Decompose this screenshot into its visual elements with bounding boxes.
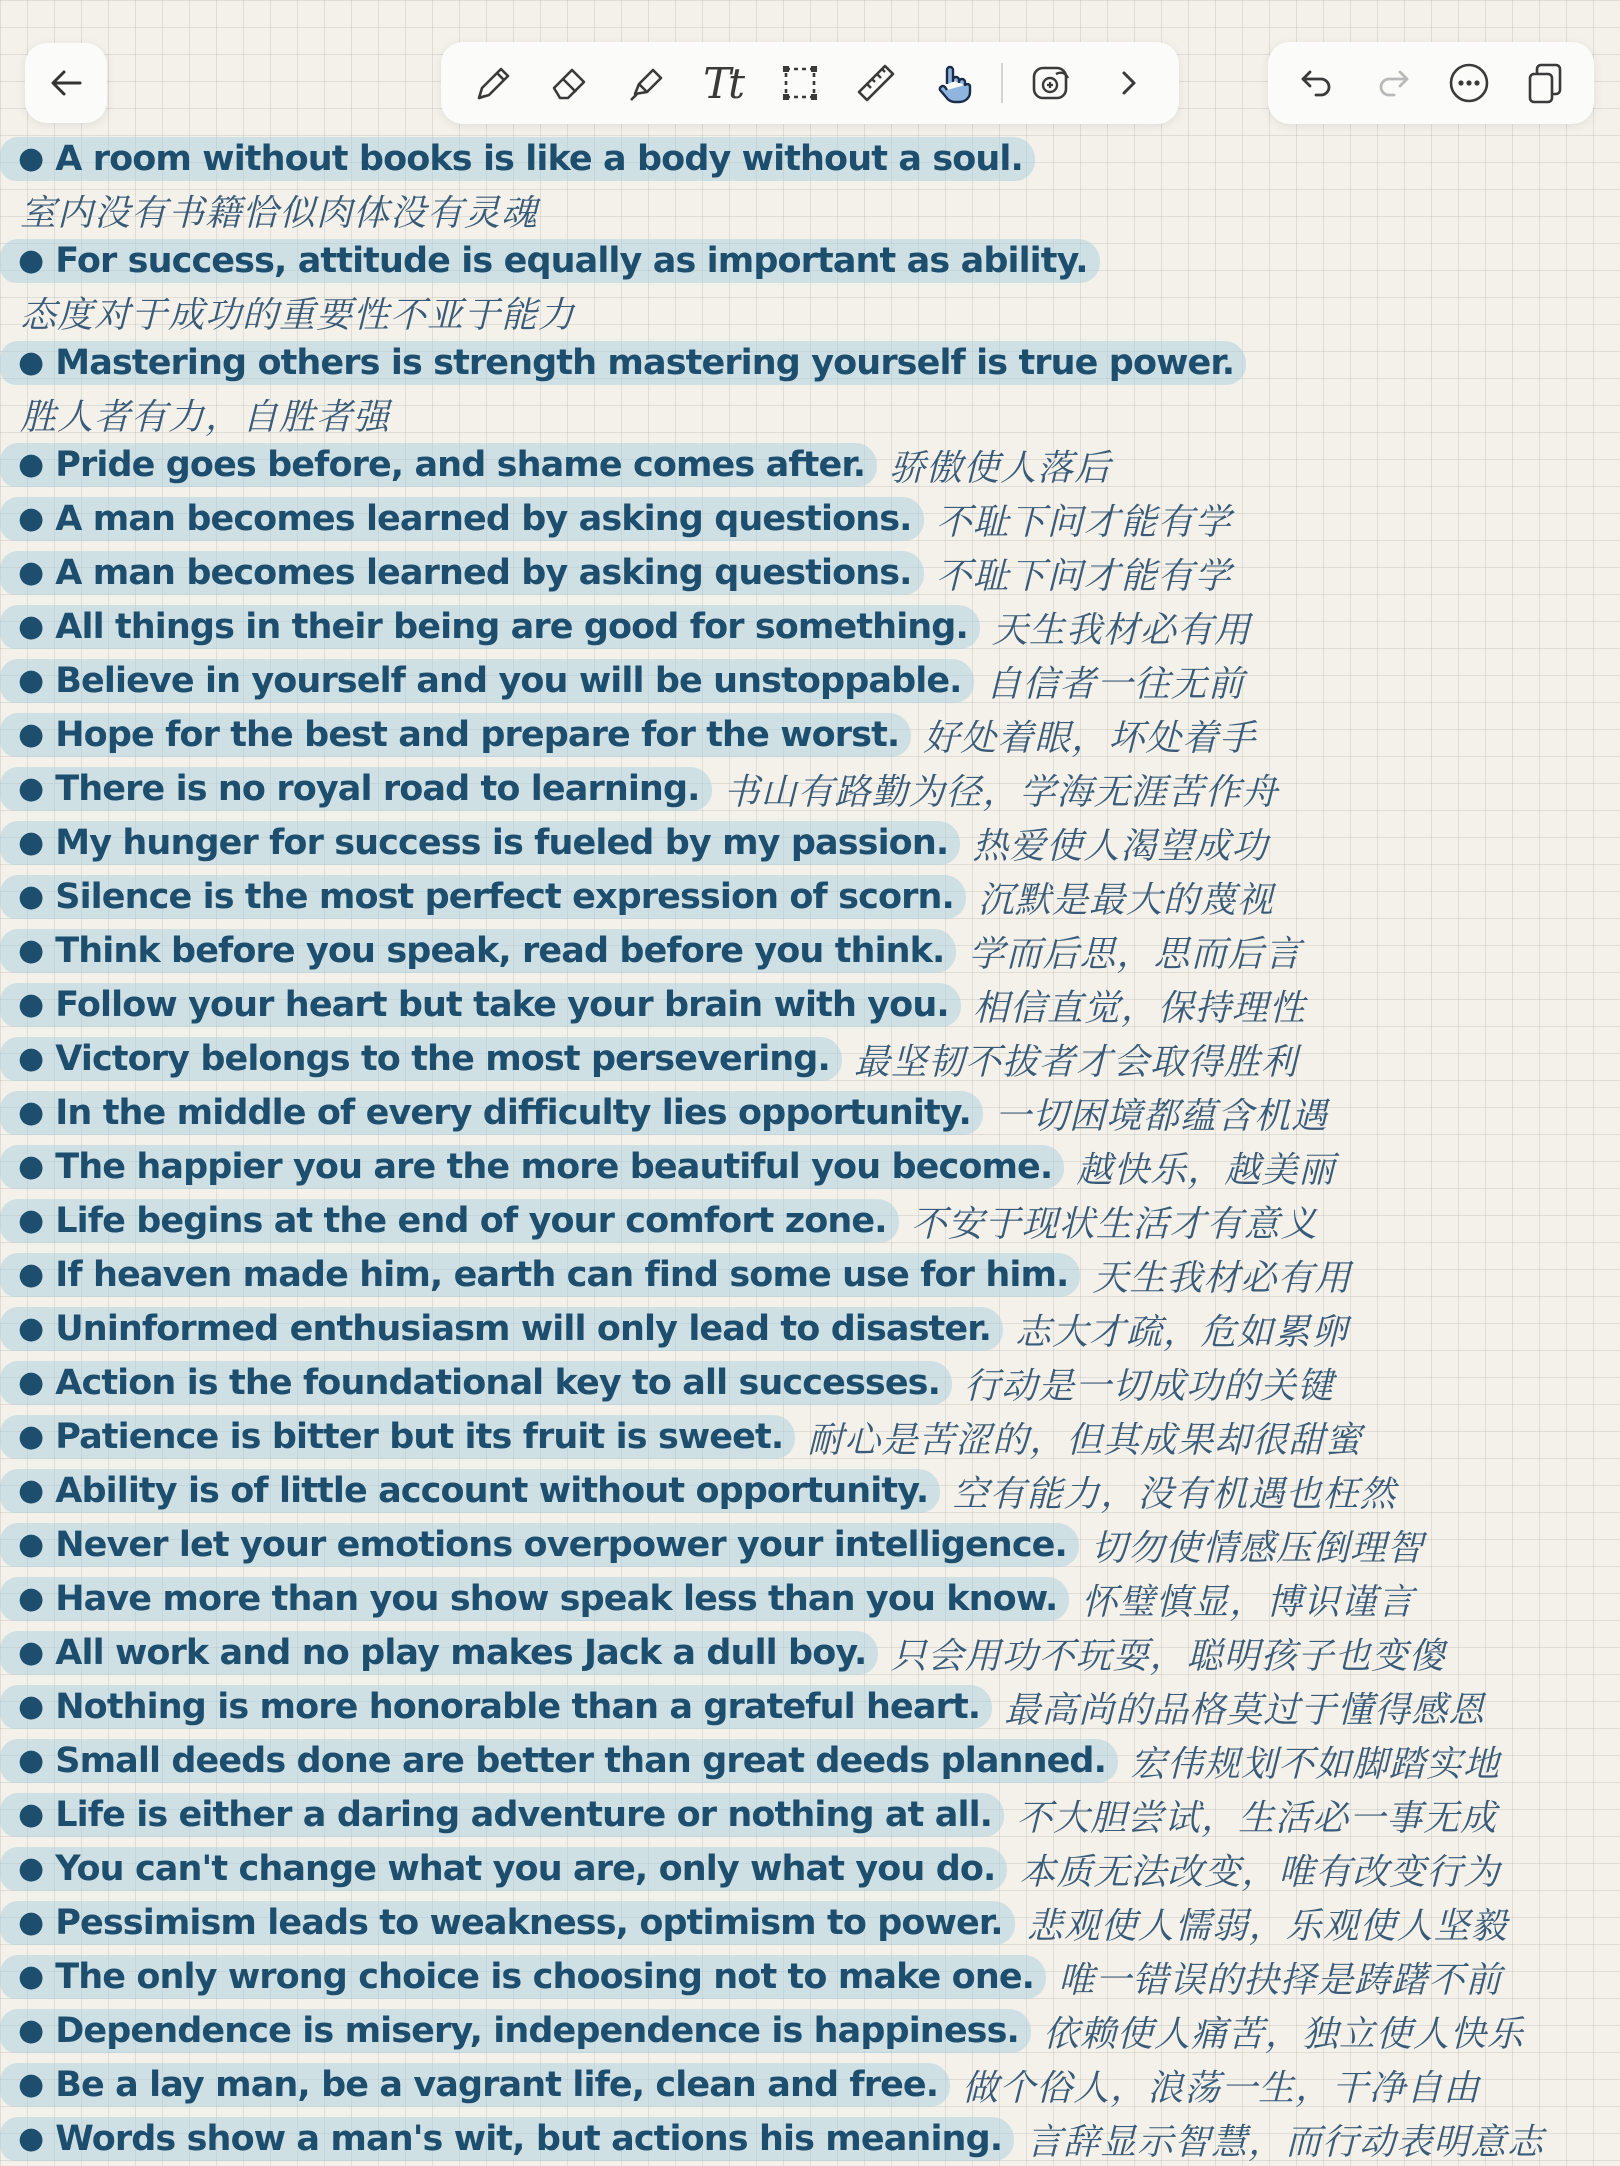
note-line [0, 600, 1620, 654]
note-line [0, 1950, 1620, 2004]
note-line [0, 1626, 1620, 1680]
chinese-translation: 依赖使人痛苦，独立使人快乐 [1042, 2013, 1524, 2055]
note-line [0, 1464, 1620, 1518]
sticker-tool[interactable] [1022, 54, 1080, 112]
chinese-translation: 沉默是最大的蔑视 [977, 879, 1274, 921]
note-line [0, 132, 1620, 186]
english-quote: ● The happier you are the more beautiful you become. [0, 1145, 1064, 1189]
chinese-translation: 好处着眼，坏处着手 [923, 717, 1257, 759]
note-line [0, 1788, 1620, 1842]
chinese-translation: 最高尚的品格莫过于懂得感恩 [1004, 1689, 1486, 1731]
redo-button[interactable] [1364, 54, 1422, 112]
english-quote: ● Pessimism leads to weakness, optimism to power. [0, 1901, 1015, 1945]
note-line [0, 1302, 1620, 1356]
chinese-translation: 热爱使人渴望成功 [972, 825, 1269, 867]
note-line [0, 1032, 1620, 1086]
chinese-translation: 耐心是苦涩的，但其成果却很甜蜜 [807, 1419, 1363, 1461]
english-quote: ● If heaven made him, earth can find some use for him. [0, 1253, 1080, 1297]
chinese-translation: 书山有路勤为径，学海无涯苦作舟 [723, 771, 1279, 813]
english-quote: ● Believe in yourself and you will be unstoppable. [0, 659, 974, 703]
english-quote: ● Have more than you show speak less than you know. [0, 1577, 1069, 1621]
english-quote: ● Nothing is more honorable than a grateful heart. [0, 1685, 992, 1729]
note-line [0, 288, 1620, 336]
english-quote: ● Never let your emotions overpower your intelligence. [0, 1523, 1079, 1567]
highlighter-icon [623, 60, 669, 106]
note-line [0, 1572, 1620, 1626]
toolbar-divider [1001, 63, 1003, 103]
chinese-translation: 态度对于成功的重要性不亚于能力 [20, 294, 576, 336]
english-quote: ● All work and no play makes Jack a dull boy. [0, 1631, 878, 1675]
note-line [0, 186, 1620, 234]
chinese-translation: 言辞显示智慧，而行动表明意志 [1026, 2121, 1545, 2163]
more-icon [1446, 60, 1492, 106]
note-line [0, 438, 1620, 492]
chinese-translation: 学而后思，思而后言 [968, 933, 1302, 975]
english-quote: ● Uninformed enthusiasm will only lead to disaster. [0, 1307, 1003, 1351]
lasso-select-icon [777, 60, 823, 106]
note-line [0, 1086, 1620, 1140]
english-quote: ● A man becomes learned by asking questions. [0, 551, 924, 595]
chinese-translation: 相信直觉，保持理性 [972, 987, 1306, 1029]
chinese-translation: 骄傲使人落后 [889, 447, 1112, 489]
note-line [0, 708, 1620, 762]
chinese-translation: 做个俗人，浪荡一生，干净自由 [962, 2067, 1481, 2109]
note-line [0, 1896, 1620, 1950]
english-quote: ● Small deeds done are better than great deeds planned. [0, 1739, 1118, 1783]
pen-icon [469, 60, 515, 106]
chinese-translation: 室内没有书籍恰似肉体没有灵魂 [20, 192, 539, 234]
note-line [0, 978, 1620, 1032]
drawing-toolbar [441, 42, 1179, 124]
chinese-translation: 不大胆尝试，生活必一事无成 [1016, 1797, 1498, 1839]
note-line [0, 1410, 1620, 1464]
chinese-translation: 只会用功不玩耍，聪明孩子也变傻 [890, 1635, 1446, 1677]
note-line [0, 1356, 1620, 1410]
chinese-translation: 最坚韧不拔者才会取得胜利 [853, 1041, 1298, 1083]
english-quote: ● Dependence is misery, independence is happiness. [0, 2009, 1031, 2053]
note-line [0, 924, 1620, 978]
undo-icon [1294, 60, 1340, 106]
more-tools-button[interactable] [1099, 54, 1157, 112]
eraser-tool[interactable] [540, 54, 598, 112]
hand-touch-icon [930, 60, 976, 106]
english-quote: ● Be a lay man, be a vagrant life, clean and free. [0, 2063, 950, 2107]
note-page[interactable] [0, 132, 1620, 2166]
ruler-tool[interactable] [847, 54, 905, 112]
english-quote: ● A man becomes learned by asking questions. [0, 497, 924, 541]
english-quote: ● Life is either a daring adventure or nothing at all. [0, 1793, 1004, 1837]
english-quote: ● Life begins at the end of your comfort zone. [0, 1199, 899, 1243]
english-quote: ● All things in their being are good for something. [0, 605, 980, 649]
text-tool-icon: Tt [703, 58, 743, 108]
chinese-translation: 切勿使情感压倒理智 [1090, 1527, 1424, 1569]
english-quote: ● For success, attitude is equally as important as ability. [0, 239, 1100, 283]
english-quote: ● Think before you speak, read before you think. [0, 929, 956, 973]
eraser-icon [546, 60, 592, 106]
note-line [0, 1248, 1620, 1302]
chinese-translation: 行动是一切成功的关键 [964, 1365, 1335, 1407]
english-quote: ● Follow your heart but take your brain with you. [0, 983, 961, 1027]
english-quote: ● Patience is bitter but its fruit is sweet. [0, 1415, 795, 1459]
chinese-translation: 怀璧慎显，博识谨言 [1081, 1581, 1415, 1623]
chinese-translation: 悲观使人懦弱，乐观使人坚毅 [1026, 1905, 1508, 1947]
lasso-select-tool[interactable] [771, 54, 829, 112]
note-line [0, 762, 1620, 816]
sticker-icon [1028, 60, 1074, 106]
actions-toolbar [1268, 42, 1594, 124]
chinese-translation: 胜人者有力，自胜者强 [20, 396, 391, 438]
english-quote: ● In the middle of every difficulty lies opportunity. [0, 1091, 983, 1135]
note-line [0, 1842, 1620, 1896]
english-quote: ● My hunger for success is fueled by my passion. [0, 821, 960, 865]
chinese-translation: 天生我材必有用 [991, 609, 1251, 651]
note-line [0, 492, 1620, 546]
chinese-translation: 越快乐，越美丽 [1076, 1149, 1336, 1191]
note-line [0, 1140, 1620, 1194]
note-line [0, 390, 1620, 438]
english-quote: ● Pride goes before, and shame comes after. [0, 443, 877, 487]
english-quote: ● A room without books is like a body without a soul. [0, 137, 1035, 181]
back-button[interactable] [25, 43, 107, 123]
chinese-translation: 志大才疏，危如累卵 [1014, 1311, 1348, 1353]
chinese-translation: 空有能力，没有机遇也枉然 [952, 1473, 1397, 1515]
note-line [0, 816, 1620, 870]
english-quote: ● There is no royal road to learning. [0, 767, 712, 811]
note-line [0, 2058, 1620, 2112]
english-quote: ● You can't change what you are, only what you do. [0, 1847, 1007, 1891]
note-line [0, 1734, 1620, 1788]
english-quote: ● Silence is the most perfect expression of scorn. [0, 875, 966, 919]
chinese-translation: 不耻下问才能有学 [935, 501, 1232, 543]
english-quote: ● Ability is of little account without opportunity. [0, 1469, 940, 1513]
pages-icon [1522, 60, 1568, 106]
note-line [0, 870, 1620, 924]
chevron-right-icon [1105, 60, 1151, 106]
arrow-left-icon [46, 63, 86, 103]
chinese-translation: 不耻下问才能有学 [935, 555, 1232, 597]
chinese-translation: 唯一错误的抉择是踌躇不前 [1058, 1959, 1503, 2001]
pages-button[interactable] [1516, 54, 1574, 112]
english-quote: ● The only wrong choice is choosing not to make one. [0, 1955, 1046, 1999]
chinese-translation: 宏伟规划不如脚踏实地 [1129, 1743, 1500, 1785]
note-line [0, 2004, 1620, 2058]
english-quote: ● Hope for the best and prepare for the worst. [0, 713, 911, 757]
chinese-translation: 本质无法改变，唯有改变行为 [1019, 1851, 1501, 1893]
english-quote: ● Mastering others is strength mastering yourself is true power. [0, 341, 1246, 385]
hand-touch-tool[interactable] [924, 54, 982, 112]
english-quote: ● Words show a man's wit, but actions his meaning. [0, 2117, 1014, 2161]
note-line [0, 546, 1620, 600]
note-line [0, 1680, 1620, 1734]
english-quote: ● Victory belongs to the most persevering. [0, 1037, 842, 1081]
note-line [0, 1194, 1620, 1248]
chinese-translation: 自信者一往无前 [985, 663, 1245, 705]
chinese-translation: 不安于现状生活才有意义 [910, 1203, 1318, 1245]
highlighter-tool[interactable] [617, 54, 675, 112]
redo-icon [1370, 60, 1416, 106]
note-line [0, 234, 1620, 288]
note-line [0, 336, 1620, 390]
text-tool[interactable] [694, 54, 752, 112]
chinese-translation: 一切困境都蕴含机遇 [994, 1095, 1328, 1137]
note-line [0, 1518, 1620, 1572]
note-line [0, 654, 1620, 708]
note-line [0, 2112, 1620, 2166]
undo-button[interactable] [1288, 54, 1346, 112]
pen-tool[interactable] [463, 54, 521, 112]
more-button[interactable] [1440, 54, 1498, 112]
quote-list [0, 438, 1620, 2166]
chinese-translation: 天生我材必有用 [1092, 1257, 1352, 1299]
english-quote: ● Action is the foundational key to all successes. [0, 1361, 952, 1405]
ruler-icon [853, 60, 899, 106]
